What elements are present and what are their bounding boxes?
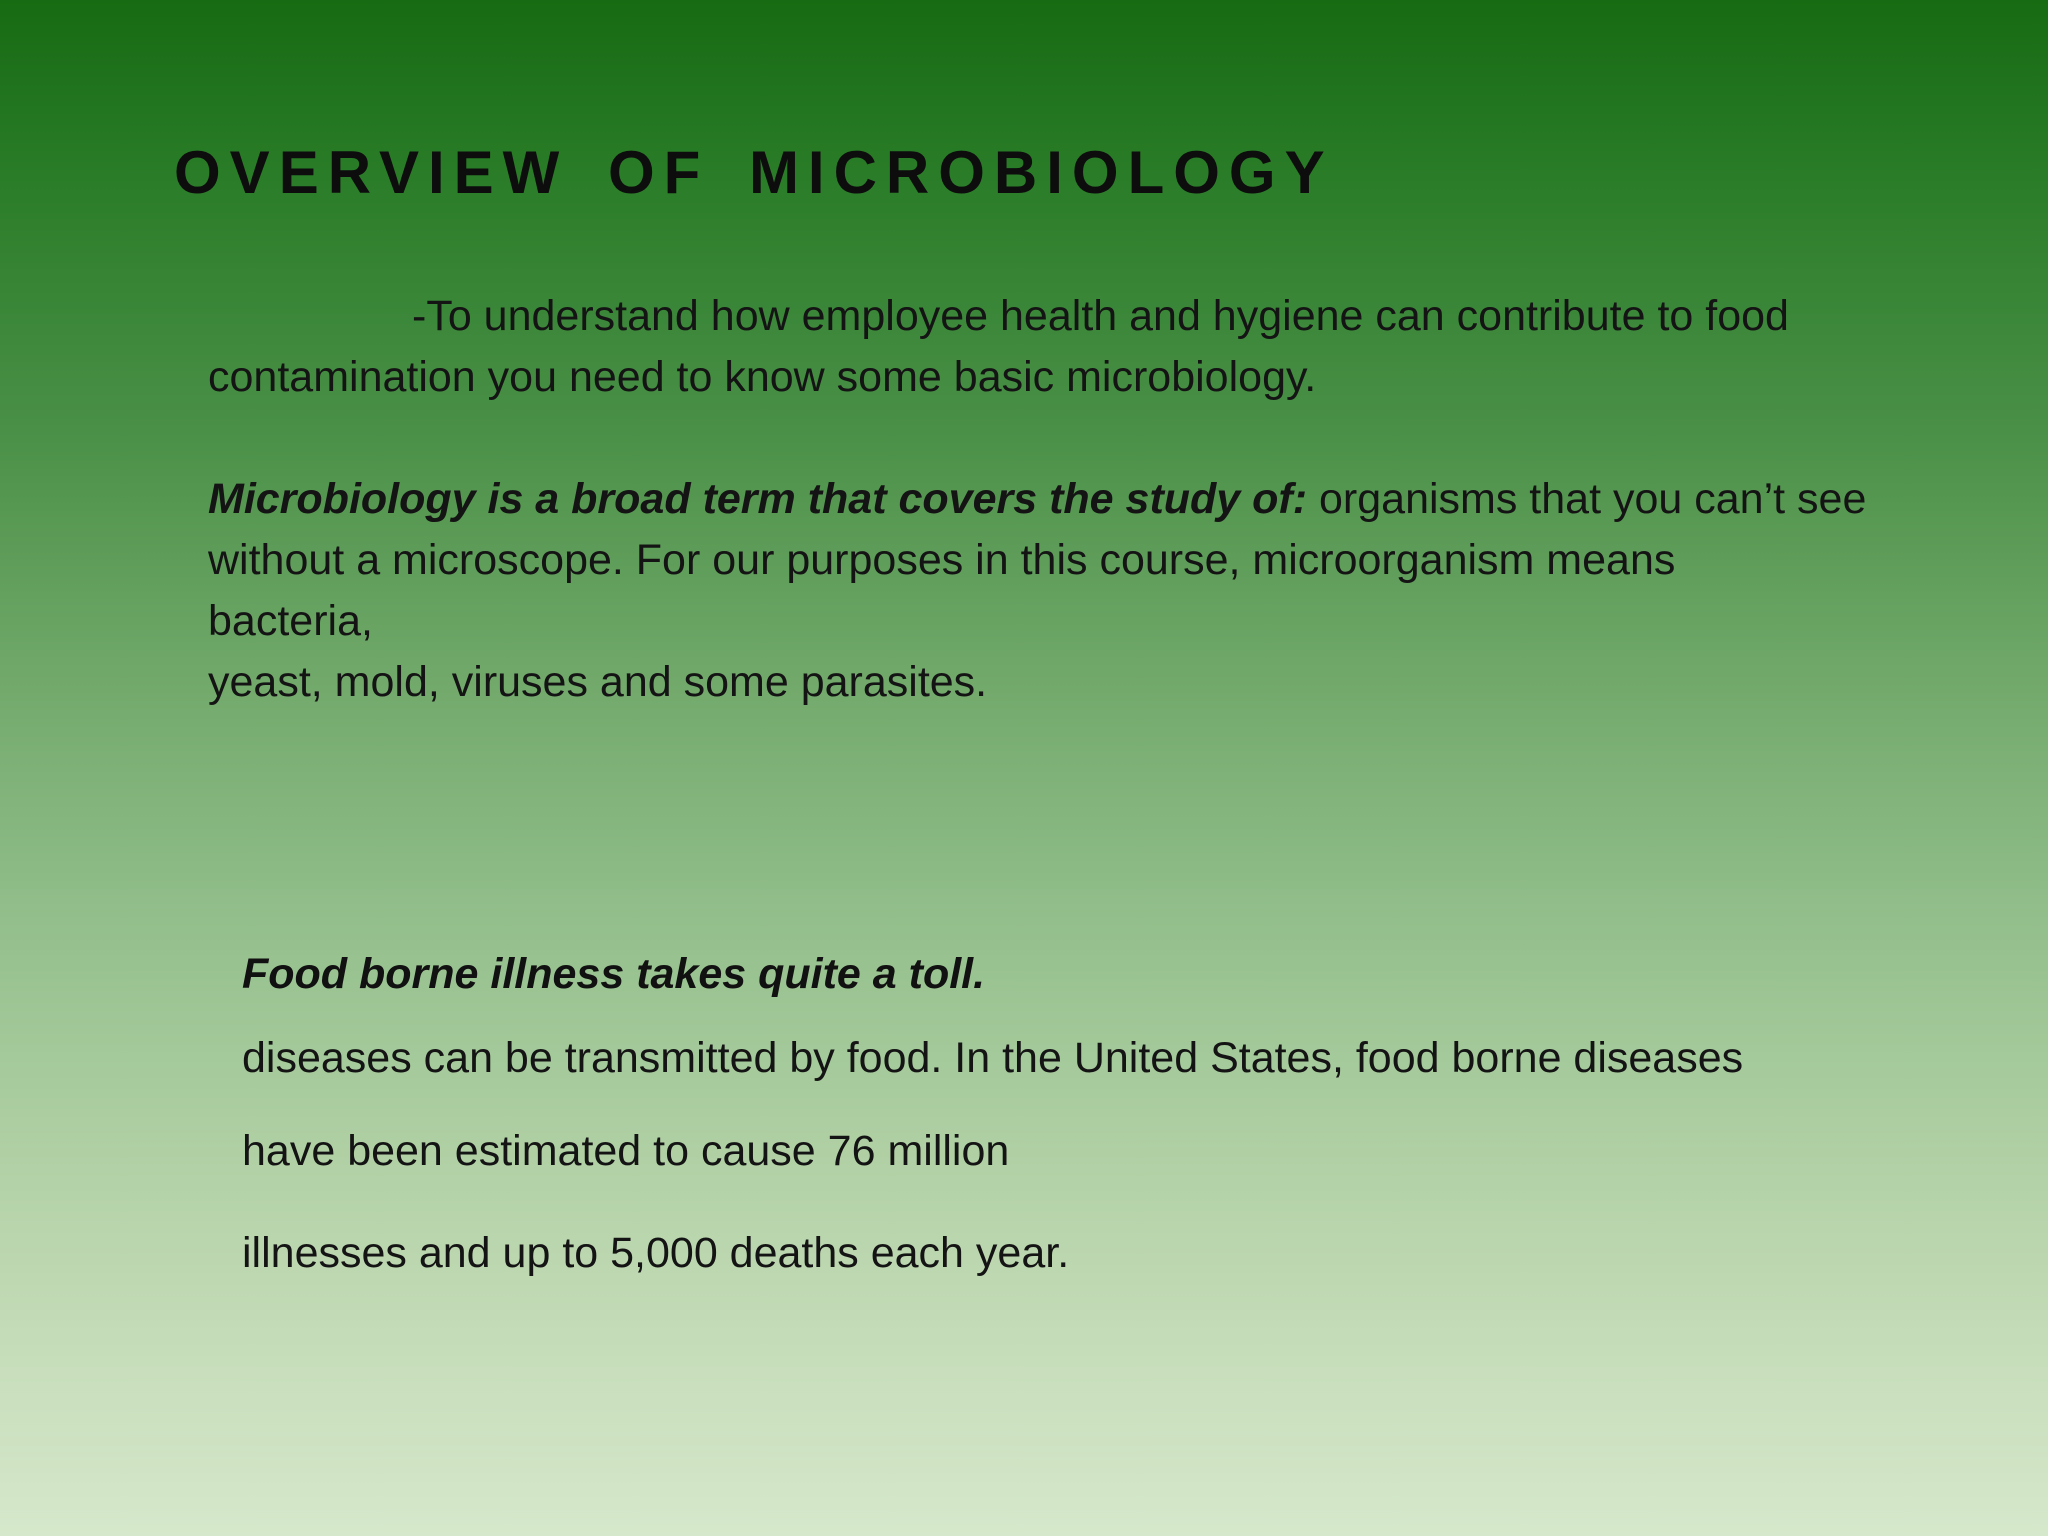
definition-lead: Microbiology is a broad term that covers the study of: [208, 475, 1308, 523]
toll-heading: Food borne illness takes quite a toll. [242, 950, 986, 998]
intro-line-2: contamination you need to know some basic microbiology. [208, 353, 1317, 401]
toll-line-3: illnesses and up to 5,000 deaths each year. [242, 1229, 1070, 1277]
definition-line-3: bacteria, [208, 597, 373, 645]
definition-line-2: without a microscope. For our purposes in this course, microorganism means [208, 536, 1676, 584]
toll-line-2: have been estimated to cause 76 million [242, 1127, 1010, 1175]
slide-title: OVERVIEW OF MICROBIOLOGY [174, 139, 1334, 206]
intro-line-1: -To understand how employee health and hygiene can contribute to food [412, 292, 1789, 340]
toll-line-1: diseases can be transmitted by food. In the United States, food borne diseases [242, 1034, 1744, 1082]
definition-line-4: yeast, mold, viruses and some parasites. [208, 658, 988, 706]
intro-paragraph [208, 286, 1988, 408]
definition-line-1-rest: organisms that you can’t see [1307, 475, 1867, 523]
definition-paragraph [208, 469, 2008, 713]
